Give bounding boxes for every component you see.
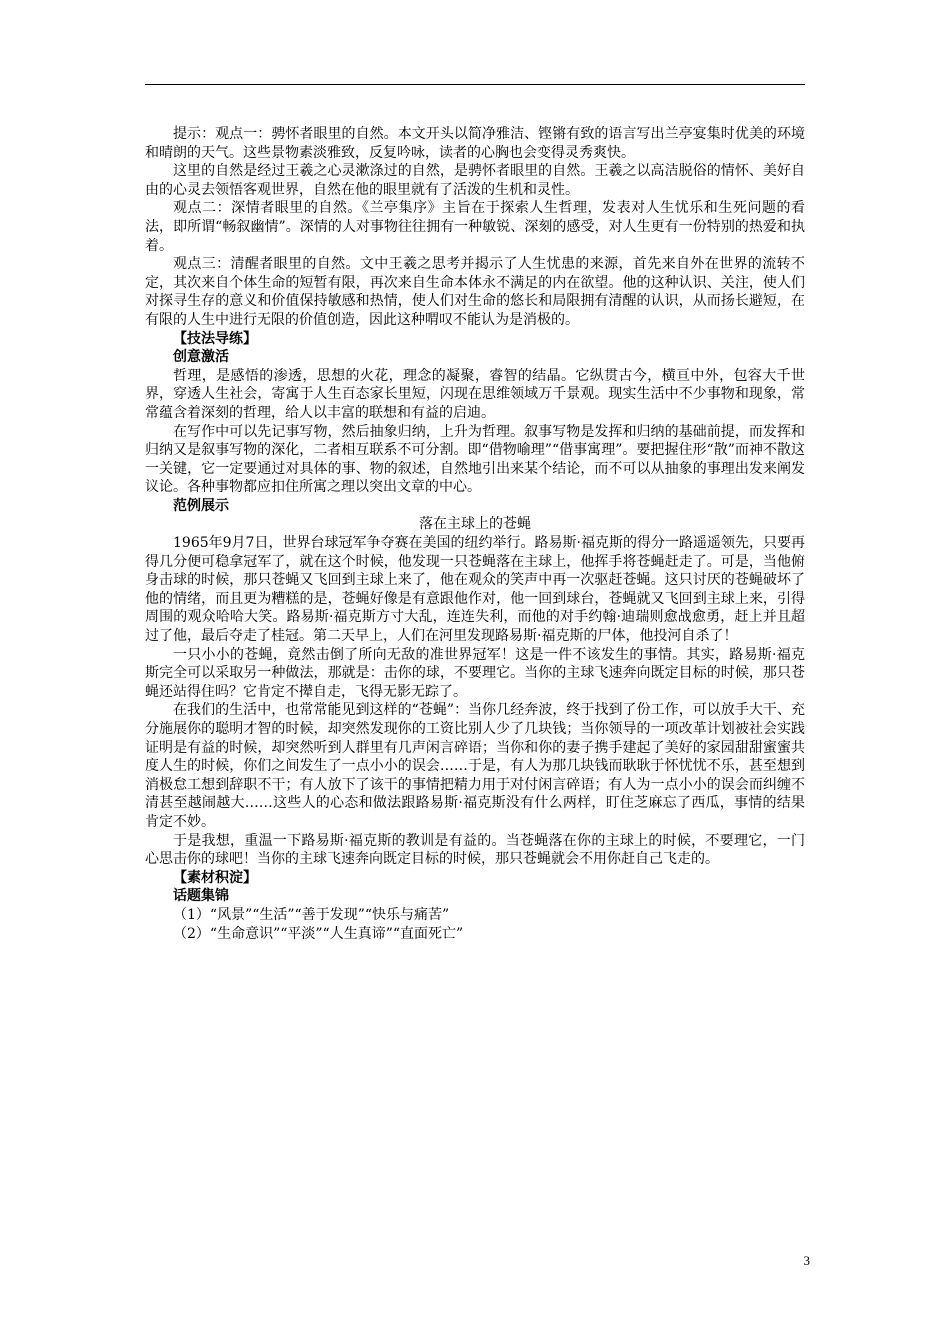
essay-title: 落在主球上的苍蝇 (419, 516, 531, 533)
section-heading-sucai: 【素材积淀】 (173, 869, 257, 886)
essay-paragraph: 一只小小的苍蝇，竟然击倒了所向无敌的准世界冠军！这是一件不该发生的事情。其实，路易斯·福克斯完全可以采取另一种做法，那就是：击你的球，不要理它。当你的主球飞速奔向既定目标的时候，那只苍蝇还站得住吗？它肯定不撵自走，飞得无影无踪了。 (145, 646, 805, 700)
page-number: 3 (803, 1253, 810, 1268)
paragraph-philosophy: 哲理，是感悟的渗透，思想的火花，理念的凝聚，睿智的结晶。它纵贯古今，横亘中外，包容大千世界，穿透人生社会，寄寓于人生百态家长里短，闪现在思维领域万千景观。现实生活中不少事物和现象，常常蕴含着深刻的哲理，给人以丰富的联想和有益的启迪。 (145, 367, 805, 421)
topic-item: （1）“风景”“生活”“善于发现”“快乐与痛苦” (173, 906, 450, 923)
essay-paragraph: 于是我想，重温一下路易斯·福克斯的教训是有益的。当苍蝇落在你的主球上的时候，不要理它，一门心思击你的球吧！当你的主球飞速奔向既定目标的时候，那只苍蝇就会不用你赶自己飞走的。 (145, 832, 805, 868)
topic-item: （2）“生命意识”“平淡”“人生真谛”“直面死亡” (173, 925, 464, 942)
paragraph-writing: 在写作中可以先记事写物，然后抽象归纳，上升为哲理。叙事写物是发挥和归纳的基础前提，而发挥和归纳又是叙事写物的深化，二者相互联系不可分割。即“借物喻理”“借事寓理”。要把握住形“散”而神不散这一关键，它一定要通过对具体的事、物的叙述，自然地引出来某个结论，而不可以从抽象的事理出发来阐发议论。各种事物都应扣住所寓之理以突出文章的中心。 (145, 423, 805, 496)
paragraph-nature: 这里的自然是经过王羲之心灵漱涤过的自然，是骋怀者眼里的自然。王羲之以高洁脱俗的情怀、美好自由的心灵去领悟客观世界，自然在他的眼里就有了活泼的生机和灵性。 (145, 163, 805, 198)
essay-paragraph: 在我们的生活中，也常常能见到这样的“苍蝇”：当你几经奔波，终于找到了份工作，可以放手大干、充分施展你的聪明才智的时候，却突然发现你的工资比别人少了几块钱；当你领导的一项改革计划被社会实践证明是有益的时候，却突然听到人群里有几声闲言碎语；当你和你的妻子携手建起了美好的家园甜甜蜜蜜共度人生的时候，你们之间发生了一点小小的误会……于是，有人为那几块钱而耿耿于怀忧忧不乐，甚至想到消极怠工想到辞职不干；有人放下了该干的事情把精力用于对付闲言碎语；有人为一点小小的误会而纠缠不清甚至越闹越大……这些人的心态和做法跟路易斯·福克斯没有什么两样，盯住芝麻忘了西瓜，事情的结果肯定不妙。 (145, 702, 805, 830)
paragraph-viewpoint-3: 观点三：清醒者眼里的自然。文中王羲之思考并揭示了人生忧患的来源，首先来自外在世界的流转不定，其次来自个体生命的短暂有限，再次来自生命本体永不满足的内在欲望。他的这种认识、关注，使人们对探寻生存的意义和价值保持敏感和热情，使人们对生命的悠长和局限拥有清醒的认识，从而扬长避短，在有限的人生中进行无限的价值创造，因此这种喟叹不能认为是消极的。 (145, 256, 805, 328)
header-rule (145, 84, 805, 85)
subheading-huati: 话题集锦 (173, 888, 229, 905)
page-content (145, 125, 805, 943)
subheading-chuangyi: 创意激活 (173, 349, 229, 366)
paragraph-viewpoint-1: 提示：观点一：骋怀者眼里的自然。本文开头以简净雅洁、铿锵有致的语言写出兰亭宴集时优美的环境和晴朗的天气。这些景物素淡雅致，反复吟咏，读者的心胸也会变得灵秀爽快。 (145, 126, 805, 161)
essay-paragraph: 1965年9月7日，世界台球冠军争夺赛在美国的纽约举行。路易斯·福克斯的得分一路遥遥领先，只要再得几分便可稳拿冠军了，就在这个时候，他发现一只苍蝇落在主球上，他挥手将苍蝇赶走了。可是，当他俯身击球的时候，那只苍蝇又飞回到主球上来了，他在观众的笑声中再一次驱赶苍蝇。这只讨厌的苍蝇破坏了他的情绪，而且更为糟糕的是，苍蝇好像是有意跟他作对，他一回到球台，苍蝇就又飞回到主球上来，引得周围的观众哈哈大笑。路易斯·福克斯方寸大乱，连连失利，而他的对手约翰·迪瑞则愈战愈勇，赶上并且超过了他，最后夺走了桂冠。第二天早上，人们在河里发现路易斯·福克斯的尸体，他投河自杀了！ (145, 535, 805, 645)
paragraph-viewpoint-2: 观点二：深情者眼里的自然。《兰亭集序》主旨在于探索人生哲理，发表对人生忧乐和生死问题的看法，即所谓“畅叙幽情”。深情的人对事物往往拥有一种敏锐、深刻的感受，对人生更有一份特别的热爱和执着。 (145, 200, 805, 254)
section-heading-jifa: 【技法导练】 (173, 330, 257, 347)
subheading-fanli: 范例展示 (173, 497, 229, 514)
